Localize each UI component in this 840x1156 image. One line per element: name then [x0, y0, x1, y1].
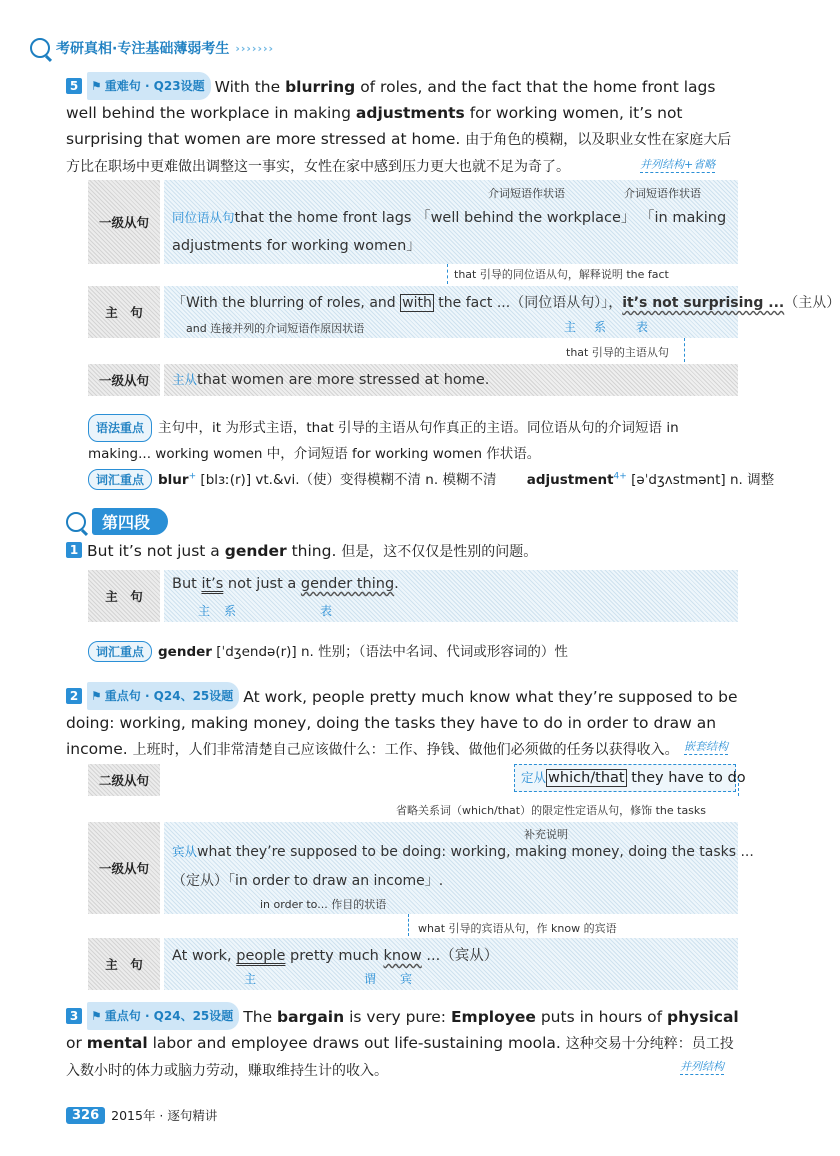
row-label: 主 句 [88, 570, 160, 622]
page-header [30, 38, 274, 58]
clause-text: adjustments for working women」 [172, 238, 421, 254]
chinese-translation: 这种交易十分纯粹：员工投入数小时的体力或脑力劳动，赚取维持生计的收入。 [66, 1036, 734, 1079]
clause-row: 「With the blurring of roles, and with the fact ...（同位语从句）」，it’s not surprising ...（主从） and 连接并列的介词短语作原因状语 主 系 表 [164, 286, 738, 338]
page-number: 326 [66, 1107, 105, 1124]
keyword-box: with [402, 295, 432, 311]
annotation: 补充说明 [524, 828, 568, 841]
annotation: 介词短语作状语 [488, 187, 565, 200]
clause-row: 补充说明 宾从what they’re supposed to be doing: working, making money, doing the tasks ... （定从）「in order to draw an income」. in order to... 作目的状语 [164, 822, 738, 914]
keyword: adjustments [355, 104, 465, 122]
clause-text: that the home front lags [234, 210, 412, 226]
connector-line [684, 338, 685, 362]
sentence-tag: ⚑ 重点句 · Q24、25设题 [87, 1002, 239, 1030]
clause-type: 同位语从句 [172, 210, 235, 225]
chevrons-icon: ››››››› [235, 41, 275, 55]
vocab-tag: 词汇重点 [88, 641, 152, 662]
role-label: 系 [224, 604, 237, 618]
row-label: 一级从句 [88, 822, 160, 914]
annotation: 省略关系词（which/that）的限定性定语从句，修饰 the tasks [396, 804, 707, 817]
clause-text: 「in making [640, 210, 727, 226]
clause-text: 「well behind the workplace」 [416, 210, 636, 226]
role-label: 表 [636, 320, 649, 334]
connector-line [738, 778, 739, 796]
row-label: 二级从句 [88, 764, 160, 796]
clause-row: At work, people pretty much know ...（宾从） 主 谓 宾 [164, 938, 738, 990]
row-label: 一级从句 [88, 180, 160, 264]
row-label: 主 句 [88, 286, 160, 338]
role-label: 主 [244, 972, 257, 986]
section-title: 第四段 [92, 508, 168, 535]
flag-icon: ⚑ [91, 689, 102, 703]
grammar-tag: 语法重点 [88, 414, 152, 442]
clause-text: that women are more stressed at home. [197, 372, 490, 388]
annotation: in order to... 作目的状语 [260, 898, 387, 911]
footer-text: 2015年 · 逐句精讲 [111, 1108, 218, 1123]
role-label: 主 [198, 604, 211, 618]
role-label: 主 [564, 320, 577, 334]
grammar-point: 语法重点 主句中，it 为形式主语，that 引导的主语从句作真正的主语。同位语从句的介词短语 in making... working women 中，介词短语 for working women 作状语。 [88, 414, 740, 466]
annotation: what 引导的宾语从句，作 know 的宾语 [418, 922, 617, 935]
page-footer [66, 1106, 217, 1124]
chinese-translation: 上班时，人们非常清楚自己应该做什么：工作、挣钱、做他们必须做的任务以获得收入。 [132, 742, 679, 758]
role-label: 谓 [364, 972, 377, 986]
connector-line [447, 264, 448, 284]
flag-icon: ⚑ [91, 79, 102, 93]
clause-row: 定从 which/that they have to do [514, 764, 736, 792]
role-label: 宾 [400, 972, 413, 986]
sentence-tag: ⚑ 重点句 · Q24、25设题 [87, 682, 239, 710]
sentence-1: 1 But it’s not just a gender thing. 但是，这不仅仅是性别的问题。 [66, 538, 742, 565]
vocab-point: 词汇重点 blur+ [blɜː(r)] vt.&vi.（使）变得模糊不清 n. 模糊不清 adjustment$^{4+}$ [əˈdʒʌstmənt] n. 调整 [88, 468, 740, 490]
sentence-2: 2 ⚑ 重点句 · Q24、25设题 At work, people pretty much know what they’re supposed to be doing: working, making money, doing the tasks they have to do in order to draw an income. 上班时，人们非常清楚自己应该做什么：工作、挣钱、做他们必须做的任务以获得收入。 [66, 682, 742, 763]
sentence-number: 3 [66, 1008, 82, 1024]
row-label: 一级从句 [88, 364, 160, 396]
header-title: 考研真相·专注基础薄弱考生 [56, 41, 230, 57]
magnifier-logo-icon [30, 38, 50, 58]
flag-icon: ⚑ [91, 1009, 102, 1023]
structure-note: 并列结构+省略 [640, 158, 716, 171]
clause-row: But it’s not just a gender thing. 主 系 表 [164, 570, 738, 622]
sentence-tag: ⚑ 重难句 · Q23设题 [87, 72, 211, 100]
section-heading [66, 508, 168, 535]
row-label: 主 句 [88, 938, 160, 990]
vocab-point: 词汇重点 gender [ˈdʒendə(r)] n. 性别；（语法中名词、代词或形容词的）性 [88, 640, 740, 662]
sentence-number: 2 [66, 688, 82, 704]
sentence-number: 5 [66, 78, 82, 94]
clause-row [164, 364, 738, 396]
structure-note: 嵌套结构 [684, 740, 728, 753]
sentence-number: 1 [66, 542, 82, 558]
annotation: that 引导的主语从句 [566, 346, 669, 359]
annotation: and 连接并列的介词短语作原因状语 [186, 322, 365, 335]
clause-type: 主从 [172, 372, 198, 387]
magnifier-icon [66, 512, 86, 532]
sentence-5: 5 ⚑ 重难句 · Q23设题 With the blurring of roles, and the fact that the home front lags well behind the workplace in making adjustments for working women, it’s not surprising that women are more stressed at home. 由于角色的模糊，以及职业女性在家庭大后方比在职场中更难做出调整这一事实，女性在家中感到压力更大也就不足为奇了。 [66, 72, 742, 180]
role-label: 系 [594, 320, 607, 334]
clause-text: （定从）「in order to draw an income」. [172, 873, 444, 889]
chinese-translation: 但是，这不仅仅是性别的问题。 [341, 544, 538, 560]
structure-note: 并列结构 [680, 1060, 724, 1073]
annotation: 介词短语作状语 [624, 187, 701, 200]
clause-row [164, 180, 738, 264]
sentence-3: 3 ⚑ 重点句 · Q24、25设题 The bargain is very pure: Employee puts in hours of physical or mental labor and employee draws out life-sustaining moola. 这种交易十分纯粹：员工投入数小时的体力或脑力劳动，赚取维持生计的收入。 [66, 1002, 742, 1084]
connector-line [408, 914, 409, 936]
keyword: blurring [285, 78, 356, 96]
vocab-tag: 词汇重点 [88, 469, 152, 490]
chinese-translation: 由于角色的模糊，以及职业女性在家庭大后方比在职场中更难做出调整这一事实，女性在家中感到压力更大也就不足为奇了。 [66, 132, 732, 175]
role-label: 表 [320, 604, 333, 618]
annotation: that 引导的同位语从句，解释说明 the fact [454, 268, 669, 281]
